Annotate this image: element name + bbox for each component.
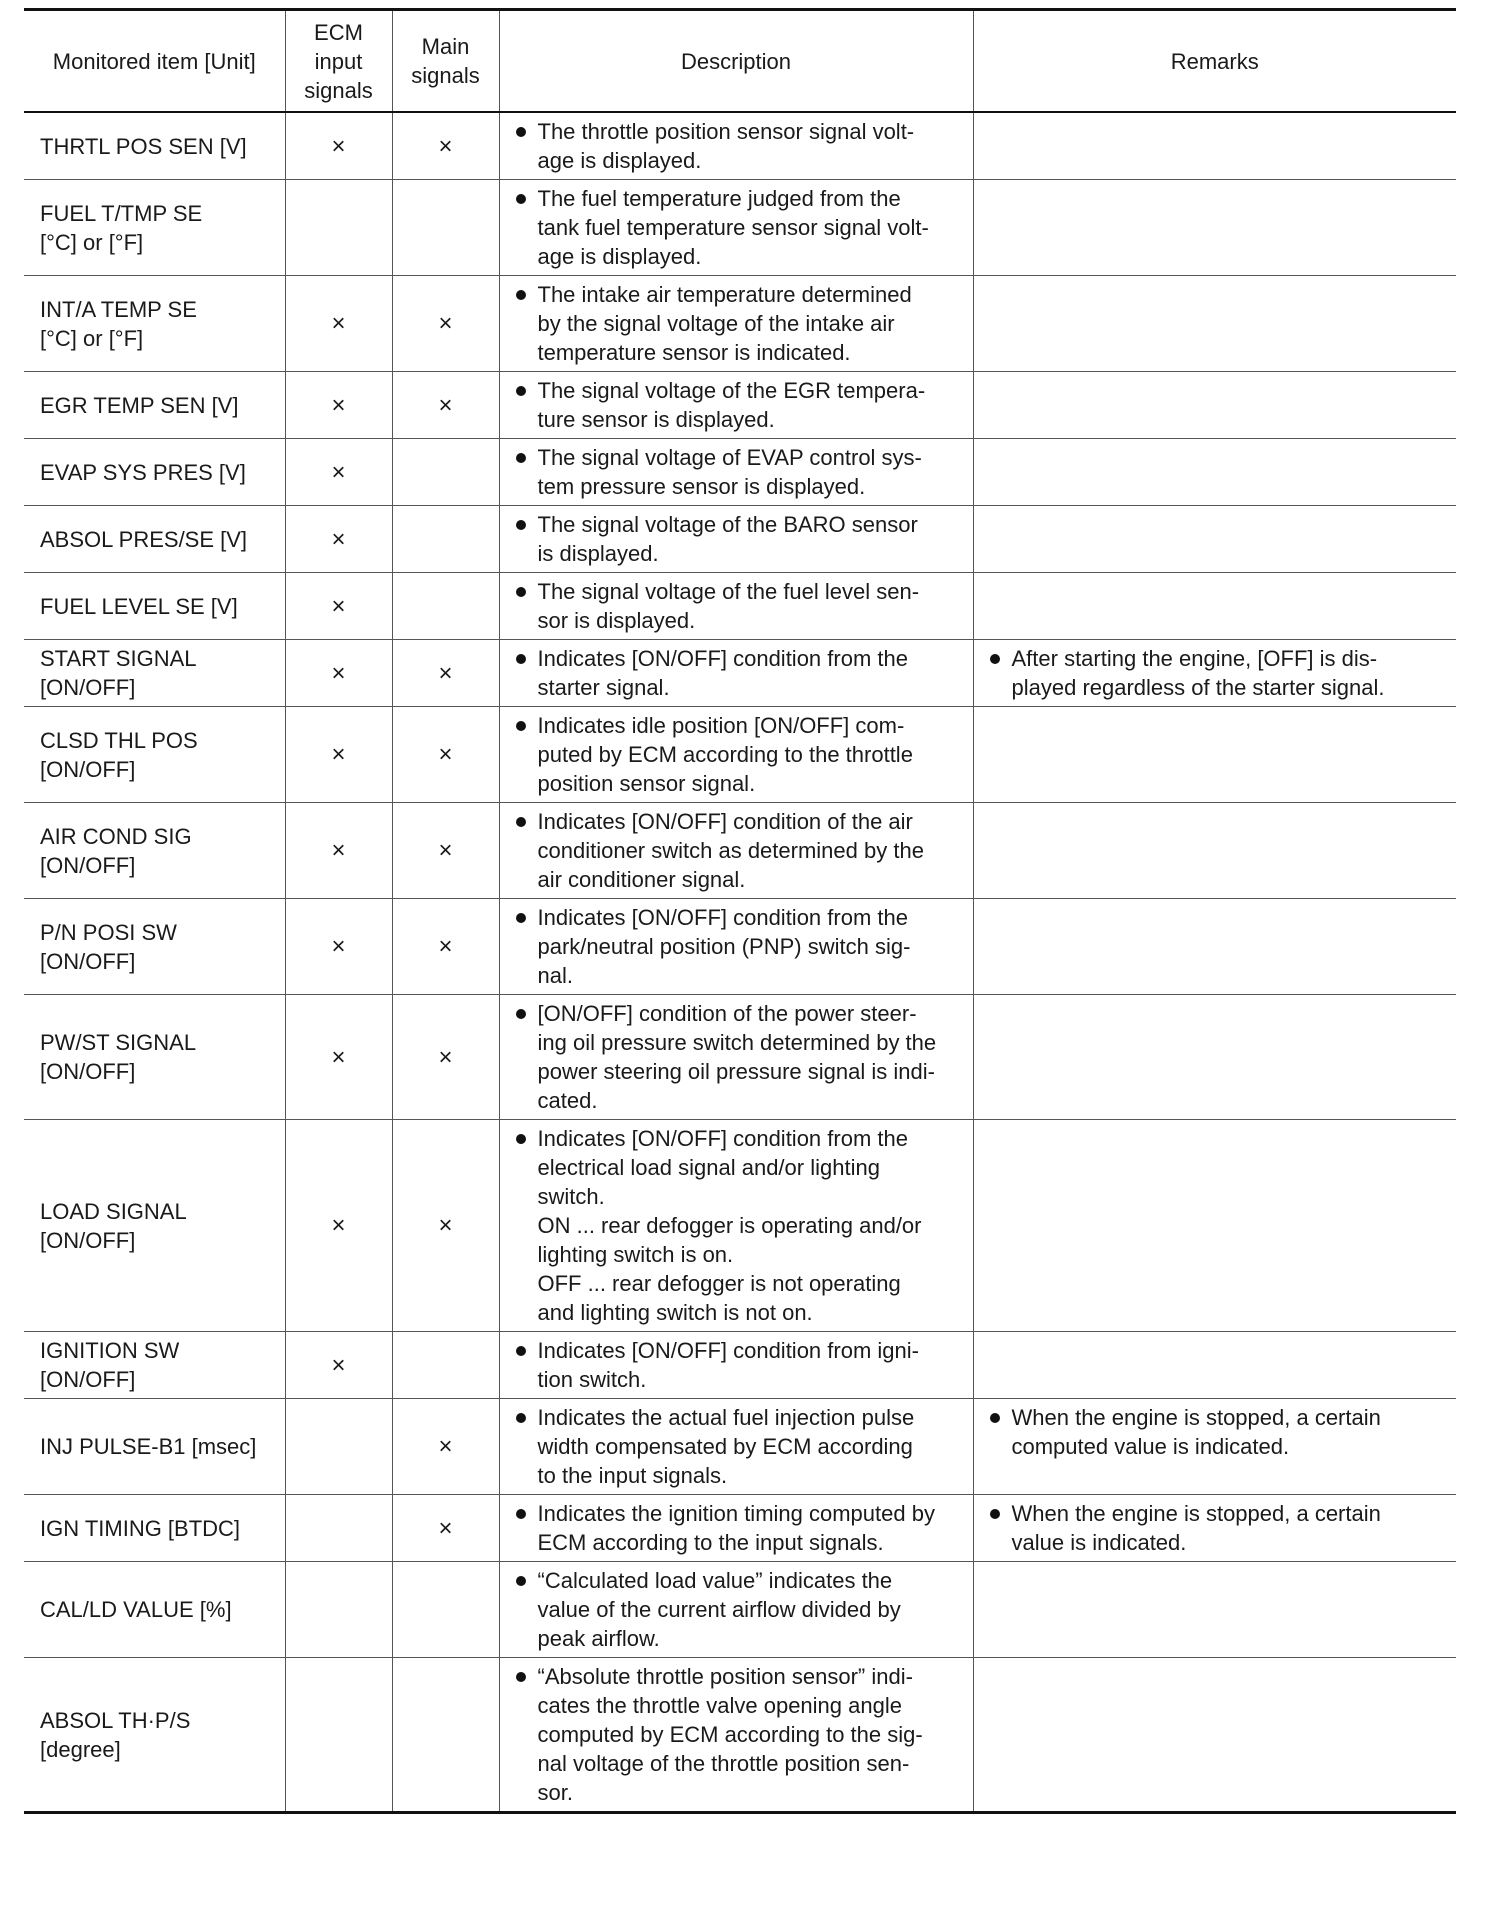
bullet-icon [516,520,526,530]
remarks-cell [973,1332,1456,1399]
bullet-point [500,1662,973,1807]
bullet-point [974,644,1457,702]
monitored-item-label: FUEL T/TMP SE [°C] or [°F] [40,200,203,255]
ecm-input-signal-mark: × [285,899,392,995]
main-signal-mark: × [392,1495,499,1562]
description-cell [499,1658,973,1813]
main-signal-mark: × [392,803,499,899]
ecm-input-signal-mark: × [285,112,392,180]
monitored-item-label: CLSD THL POS [ON/OFF] [40,727,198,782]
description-cell [499,640,973,707]
ecm-input-signal-mark [285,1495,392,1562]
main-signal-mark: × [392,1120,499,1332]
table-row [24,1399,1456,1495]
monitored-item-label: FUEL LEVEL SE [V] [40,593,238,619]
table-row [24,640,1456,707]
bullet-icon [990,1413,1000,1423]
ecm-input-signal-mark: × [285,372,392,439]
monitored-item-label: EGR TEMP SEN [V] [40,392,239,418]
monitored-item-label: EVAP SYS PRES [V] [40,459,246,485]
remarks-cell [973,506,1456,573]
table-row [24,506,1456,573]
description-cell [499,803,973,899]
remarks-cell [973,1120,1456,1332]
monitor-item-sheet [24,8,1456,1814]
main-signal-mark: × [392,276,499,372]
remarks-cell [973,276,1456,372]
ecm-input-signal-mark: × [285,276,392,372]
ecm-input-signal-mark: × [285,995,392,1120]
monitored-item-cell [24,1562,285,1658]
bullet-point [500,1566,973,1653]
bullet-point [500,711,973,798]
main-signal-mark: × [392,899,499,995]
bullet-point [500,510,973,568]
monitored-item-cell [24,276,285,372]
bullet-point [500,999,973,1115]
bullet-icon [516,1346,526,1356]
table-row [24,803,1456,899]
remarks-cell [973,707,1456,803]
monitored-item-label: ABSOL TH·P/S [degree] [40,1707,191,1762]
main-signal-mark: × [392,640,499,707]
bullet-point [500,1124,973,1327]
header-ecm-input-signals: ECM input signals [285,10,392,113]
monitored-item-cell [24,372,285,439]
ecm-input-signal-mark [285,1658,392,1813]
description-cell [499,995,973,1120]
ecm-input-signal-mark: × [285,1332,392,1399]
table-row [24,1120,1456,1332]
bullet-point [500,184,973,271]
table-body [24,112,1456,1813]
monitored-item-cell [24,180,285,276]
remarks-text: When the engine is stopped, a certain value is indicated. [1011,1501,1381,1555]
description-text: “Calculated load value” indicates the value of the current airflow divided by peak airflow. [537,1568,901,1651]
bullet-point [500,577,973,635]
main-signal-mark [392,439,499,506]
bullet-icon [516,1509,526,1519]
monitored-item-cell [24,439,285,506]
monitored-item-cell [24,1120,285,1332]
bullet-point [500,807,973,894]
main-signal-mark: × [392,112,499,180]
bullet-icon [516,817,526,827]
bullet-icon [516,194,526,204]
description-text: The intake air temperature determined by the signal voltage of the intake air temperature sensor is indicated. [537,282,912,365]
main-signal-mark: × [392,707,499,803]
remarks-cell [973,372,1456,439]
main-signal-mark: × [392,372,499,439]
monitored-item-cell [24,707,285,803]
bullet-icon [516,721,526,731]
table-row [24,1332,1456,1399]
bullet-icon [516,654,526,664]
monitored-item-label: INJ PULSE-B1 [msec] [40,1434,257,1459]
monitored-item-cell [24,1332,285,1399]
table-row [24,995,1456,1120]
ecm-input-signal-mark [285,1562,392,1658]
description-text: The fuel temperature judged from the tank fuel temperature sensor signal volt- age is displayed. [537,186,929,269]
remarks-cell [973,640,1456,707]
monitored-item-cell [24,803,285,899]
ecm-input-signal-mark: × [285,640,392,707]
monitored-item-label: CAL/LD VALUE [%] [40,1597,232,1622]
table-row [24,276,1456,372]
main-signal-mark: × [392,995,499,1120]
ecm-input-signal-mark: × [285,803,392,899]
description-text: The signal voltage of EVAP control sys- tem pressure sensor is displayed. [537,445,922,499]
header-description: Description [499,10,973,113]
description-cell [499,707,973,803]
remarks-cell [973,1658,1456,1813]
bullet-point [500,1336,973,1394]
bullet-point [974,1499,1457,1557]
description-text: The signal voltage of the EGR tempera- ture sensor is displayed. [537,378,926,432]
description-cell [499,1120,973,1332]
bullet-point [500,1403,973,1490]
remarks-cell [973,1399,1456,1495]
bullet-icon [516,453,526,463]
main-signal-mark [392,573,499,640]
monitored-item-label: PW/ST SIGNAL [ON/OFF] [40,1030,197,1084]
bullet-point [500,117,973,175]
ecm-input-signal-mark: × [285,506,392,573]
monitored-item-label: P/N POSI SW [ON/OFF] [40,919,177,974]
monitored-item-label: INT/A TEMP SE [°C] or [°F] [40,296,197,351]
ecm-input-signal-mark: × [285,573,392,640]
bullet-icon [516,1134,526,1144]
table-row [24,1658,1456,1813]
remarks-cell [973,112,1456,180]
monitored-item-label: THRTL POS SEN [V] [40,133,247,159]
remarks-cell [973,1495,1456,1562]
remarks-text: When the engine is stopped, a certain computed value is indicated. [1011,1405,1381,1459]
description-text: Indicates [ON/OFF] condition of the air conditioner switch as determined by the air conditioner signal. [537,809,924,892]
bullet-icon [516,1672,526,1682]
monitored-item-label: AIR COND SIG [ON/OFF] [40,823,192,878]
remarks-cell [973,1562,1456,1658]
description-cell [499,573,973,640]
monitored-item-cell [24,112,285,180]
description-cell [499,1332,973,1399]
description-cell [499,1399,973,1495]
monitored-item-label: ABSOL PRES/SE [V] [40,526,248,552]
bullet-icon [990,1509,1000,1519]
header-main-signals: Main signals [392,10,499,113]
bullet-point [974,1403,1457,1461]
remarks-cell [973,995,1456,1120]
bullet-point [500,443,973,501]
description-cell [499,439,973,506]
description-text: The signal voltage of the fuel level sen- sor is displayed. [537,579,920,633]
remarks-cell [973,439,1456,506]
main-signal-mark [392,180,499,276]
bullet-icon [516,913,526,923]
monitored-item-label: LOAD SIGNAL [ON/OFF] [40,1198,187,1253]
table-row [24,112,1456,180]
bullet-point [500,280,973,367]
description-text: Indicates [ON/OFF] condition from igni- tion switch. [537,1338,919,1392]
remarks-cell [973,899,1456,995]
description-cell [499,112,973,180]
header-remarks: Remarks [973,10,1456,113]
bullet-icon [516,1009,526,1019]
description-text: Indicates [ON/OFF] condition from the park/neutral position (PNP) switch sig- nal. [537,905,911,988]
header-monitored-item: Monitored item [Unit] [24,10,285,113]
remarks-cell [973,573,1456,640]
ecm-input-signal-mark: × [285,707,392,803]
remarks-cell [973,180,1456,276]
bullet-point [500,376,973,434]
description-text: Indicates idle position [ON/OFF] com- puted by ECM according to the throttle position sensor signal. [537,713,913,796]
monitored-item-cell [24,1399,285,1495]
bullet-icon [516,1413,526,1423]
description-cell [499,899,973,995]
monitored-item-cell [24,640,285,707]
ecm-input-signal-mark [285,180,392,276]
description-text: Indicates the ignition timing computed by ECM according to the input signals. [537,1501,935,1555]
ecm-input-signal-mark: × [285,1120,392,1332]
description-cell [499,180,973,276]
description-cell [499,276,973,372]
main-signal-mark [392,1658,499,1813]
main-signal-mark [392,506,499,573]
bullet-icon [516,587,526,597]
bullet-icon [516,127,526,137]
description-cell [499,1495,973,1562]
monitored-item-cell [24,573,285,640]
description-text: [ON/OFF] condition of the power steer- ing oil pressure switch determined by the power steering oil pressure signal is indi- cated. [537,1001,937,1113]
monitored-item-cell [24,995,285,1120]
table-row [24,372,1456,439]
bullet-icon [516,386,526,396]
table-row [24,1495,1456,1562]
main-signal-mark [392,1332,499,1399]
description-text: The signal voltage of the BARO sensor is displayed. [537,512,918,566]
monitored-item-label: START SIGNAL [ON/OFF] [40,646,197,700]
description-text: The throttle position sensor signal volt- age is displayed. [537,119,915,173]
table-row [24,439,1456,506]
table-header [24,10,1456,113]
description-text: Indicates [ON/OFF] condition from the starter signal. [537,646,908,700]
bullet-point [500,1499,973,1557]
monitored-item-label: IGNITION SW [ON/OFF] [40,1338,180,1392]
bullet-icon [516,1576,526,1586]
description-cell [499,506,973,573]
table-row [24,180,1456,276]
bullet-icon [516,290,526,300]
description-text: Indicates [ON/OFF] condition from the electrical load signal and/or lighting switch. ON ... rear defogger is operating and/or lighting switch is on. OFF ... rear defogger is not operating and lighting switch is not on. [537,1126,922,1325]
monitor-item-table [24,8,1456,1814]
monitored-item-cell [24,899,285,995]
table-row [24,1562,1456,1658]
monitored-item-cell [24,1495,285,1562]
main-signal-mark [392,1562,499,1658]
ecm-input-signal-mark [285,1399,392,1495]
description-text: “Absolute throttle position sensor” indi- cates the throttle valve opening angle computed by ECM according to the sig- nal voltage of the throttle position sen- sor. [537,1664,923,1805]
remarks-text: After starting the engine, [OFF] is dis- played regardless of the starter signal. [1011,646,1385,700]
table-row [24,899,1456,995]
bullet-point [500,903,973,990]
remarks-cell [973,803,1456,899]
ecm-input-signal-mark: × [285,439,392,506]
monitored-item-cell [24,1658,285,1813]
bullet-point [500,644,973,702]
description-cell [499,372,973,439]
table-row [24,573,1456,640]
monitored-item-label: IGN TIMING [BTDC] [40,1515,241,1541]
description-text: Indicates the actual fuel injection pulse width compensated by ECM according to the input signals. [537,1405,915,1488]
bullet-icon [990,654,1000,664]
main-signal-mark: × [392,1399,499,1495]
table-row [24,707,1456,803]
description-cell [499,1562,973,1658]
monitored-item-cell [24,506,285,573]
